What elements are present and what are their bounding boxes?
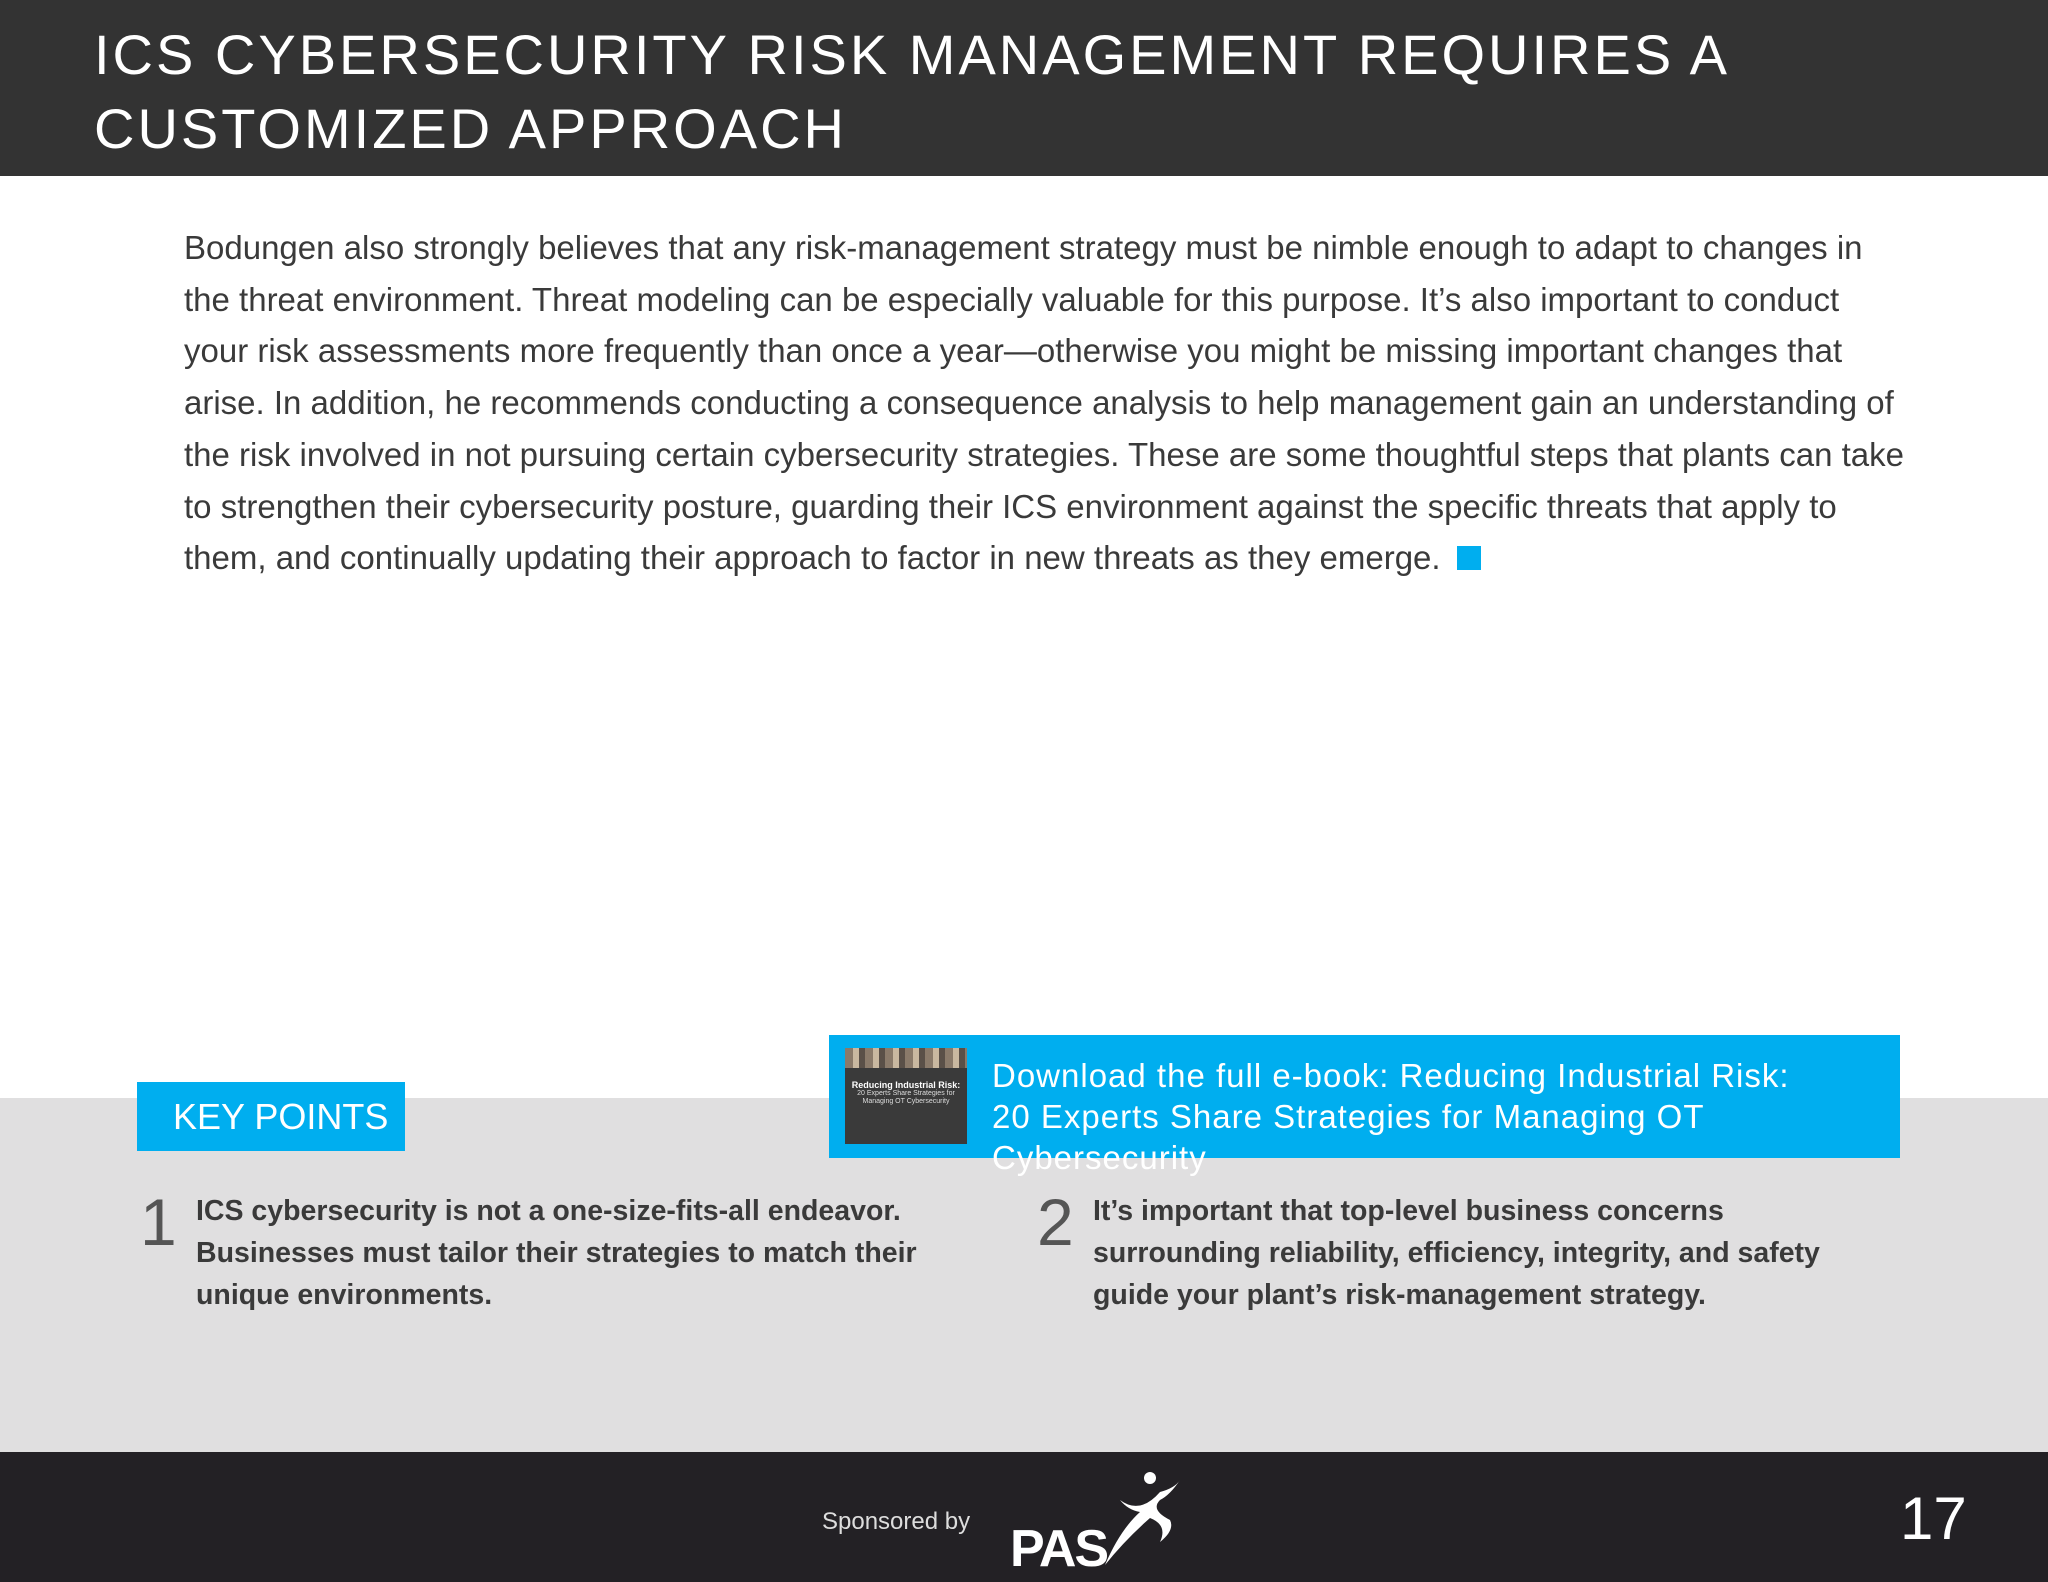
end-mark-icon xyxy=(1457,546,1481,570)
body-text xyxy=(184,222,1904,584)
key-point-text: ICS cybersecurity is not a one-size-fits-all endeavor. Businesses must tailor their strategies to match their unique environments. xyxy=(196,1195,917,1311)
ebook-cover-thumbnail[interactable] xyxy=(845,1048,967,1144)
download-link[interactable] xyxy=(992,1055,1900,1178)
pas-logo[interactable] xyxy=(1010,1470,1180,1570)
key-points-label: KEY POINTS xyxy=(137,1082,405,1151)
thumb-title: Reducing Industrial Risk: xyxy=(851,1080,961,1090)
header xyxy=(0,0,2048,176)
sponsored-by-label: Sponsored by xyxy=(822,1508,971,1535)
banner-line-1: Download the full e-book: Reducing Industrial Risk: xyxy=(992,1057,1790,1094)
svg-text:PAS: PAS xyxy=(1010,1520,1108,1570)
key-point-text: It’s important that top-level business concerns surrounding reliability, efficiency, integrity, and safety guide your plant’s risk-management strategy. xyxy=(1093,1195,1820,1311)
page-title: ICS CYBERSECURITY RISK MANAGEMENT REQUIRES A CUSTOMIZED APPROACH xyxy=(94,23,1727,160)
footer xyxy=(0,1452,2048,1582)
banner-line-2: 20 Experts Share Strategies for Managing OT Cybersecurity xyxy=(992,1098,1704,1176)
thumb-subtitle: 20 Experts Share Strategies for Managing OT Cybersecurity xyxy=(857,1090,955,1105)
key-point-number: 1 xyxy=(140,1185,177,1259)
page-number: 17 xyxy=(1900,1485,1967,1552)
body-paragraph: Bodungen also strongly believes that any risk-management strategy must be nimble enough to adapt to changes in the threat environment. Threat modeling can be especially valuable for this purpose. It’s also important to conduct your risk assessments more frequently than once a year—otherwise you might be missing important changes that arise. In addition, he recommends conducting a consequence analysis to help management gain an understanding of the risk involved in not pursuing certain cybersecurity strategies. These are some thoughtful steps that plants can take to strengthen their cybersecurity posture, guarding their ICS environment against the specific threats that apply to them, and continually updating their approach to factor in new threats as they emerge. xyxy=(184,229,1904,577)
key-point-number: 2 xyxy=(1037,1185,1074,1259)
download-ebook-banner[interactable] xyxy=(829,1035,1900,1176)
